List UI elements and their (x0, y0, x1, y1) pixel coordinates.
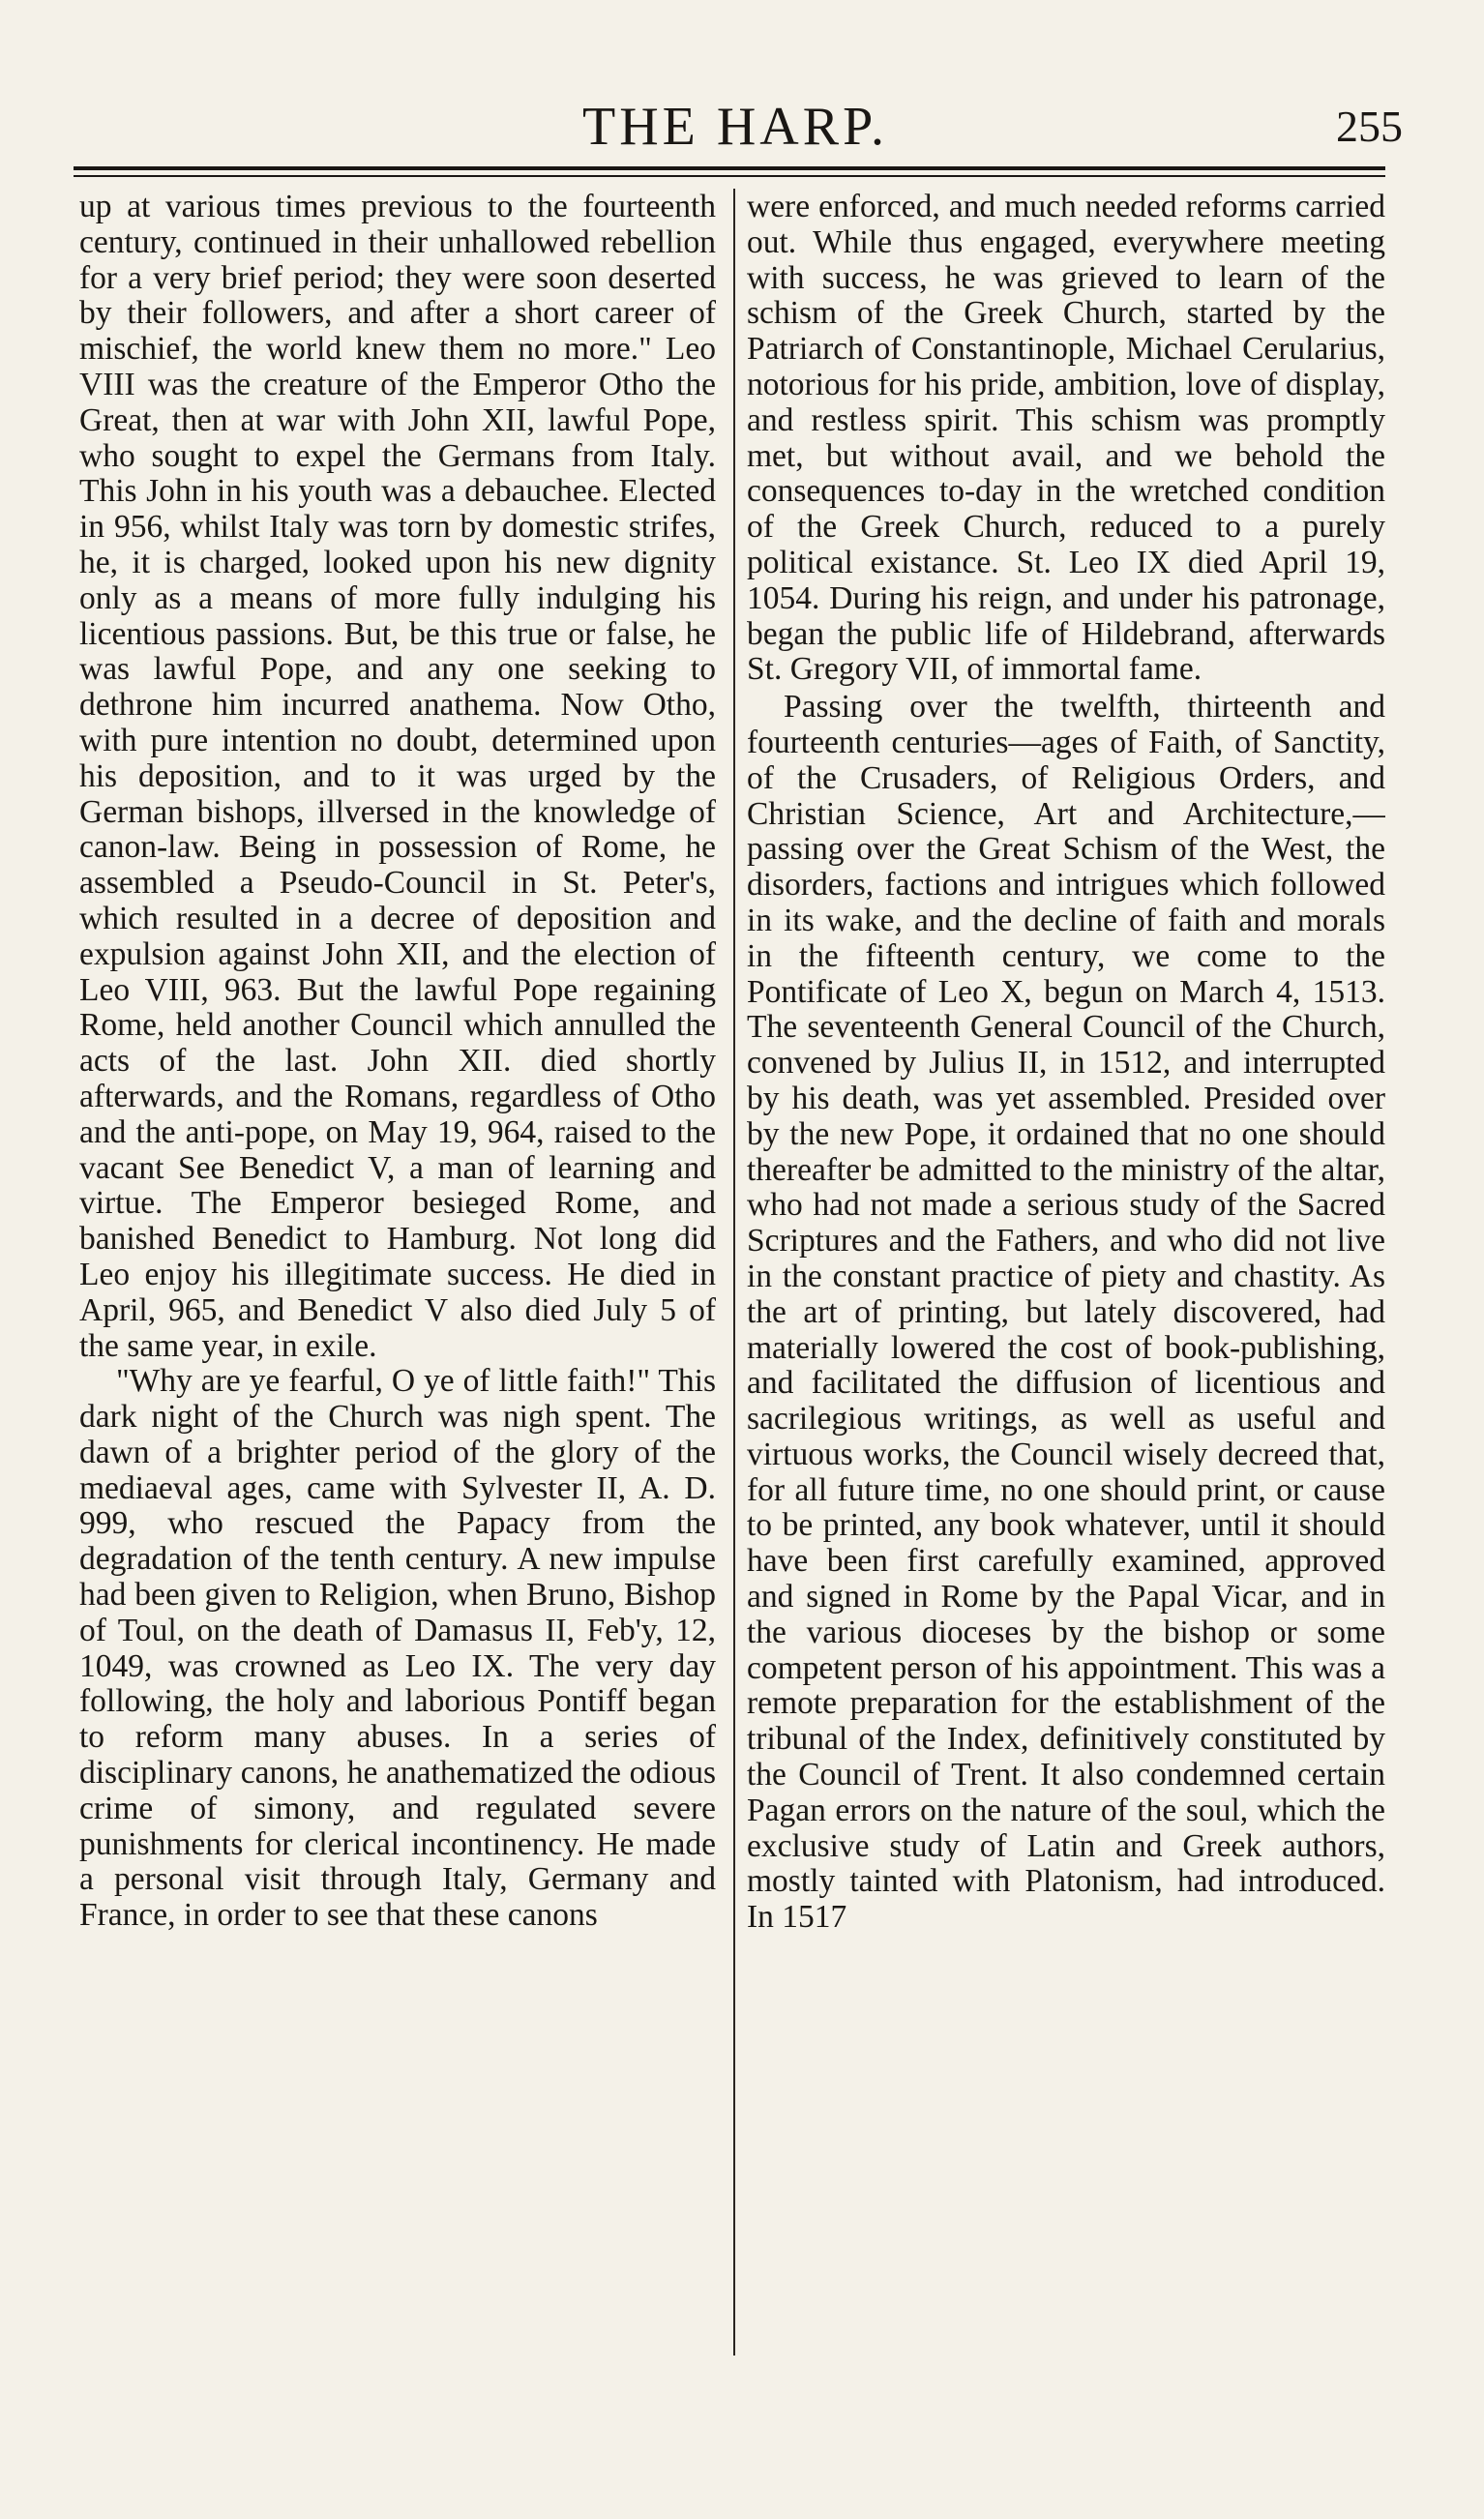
left-paragraph-2: "Why are ye fearful, O ye of little faith!" This dark night of the Church was nigh spent. The dawn of a brighter period of the glory of the mediaeval ages, came with Sylvester II, A. D. 999, who rescued the Papacy from the degradation of the tenth century. A new impulse had been given to Religion, when Bruno, Bishop of Toul, on the death of Damasus II, Feb'y, 12, 1049, was crowned as Leo IX. The very day following, the holy and laborious Pontiff began to reform many abuses. In a series of disciplinary canons, he anathematized the odious crime of simony, and regulated severe punishments for clerical incontinency. He made a personal visit through Italy, Germany and France, in order to see that these canons (79, 1363, 716, 1934)
header-rule-thick (74, 166, 1385, 170)
left-column (79, 190, 716, 1934)
left-paragraph-1: up at various times previous to the fourteenth century, continued in their unhallowed rebellion for a very brief period; they were soon deserted by their followers, and after a short career of mischief, the world knew them no more." Leo VIII was the creature of the Emperor Otho the Great, then at war with John XII, lawful Pope, who sought to expel the Germans from Italy. This John in his youth was a debauchee. Elected in 956, whilst Italy was torn by domestic strifes, he, it is charged, looked upon his new dignity only as a means of more fully indulging his licentious passions. But, be this true or false, he was lawful Pope, and any one seeking to dethrone him incurred anathema. Now Otho, with pure intention no doubt, determined upon his deposition, and to it was urged by the German bishops, illversed in the knowledge of canon-law. Being in possession of Rome, he assembled a Pseudo-Council in St. Peter's, which resulted in a decree of deposition and expulsion against John XII, and the election of Leo VIII, 963. But the lawful Pope regaining Rome, held another Council which annulled the acts of the last. John XII. died shortly afterwards, and the Romans, regardless of Otho and the anti-pope, on May 19, 964, raised to the vacant See Benedict V, a man of learning and virtue. The Emperor besieged Rome, and banished Benedict to Hamburg. Not long did Leo enjoy his illegitimate success. He died in April, 965, and Benedict V also died July 5 of the same year, in exile. (79, 190, 716, 1364)
right-paragraph-1: were enforced, and much needed reforms carried out. While thus engaged, everywhere meeting with success, he was grieved to learn of the schism of the Greek Church, started by the Patriarch of Constantinople, Michael Cerularius, notorious for his pride, ambition, love of display, and restless spirit. This schism was promptly met, but without avail, and we behold the consequences to-day in the wretched condition of the Greek Church, reduced to a purely political existance. St. Leo IX died April 19, 1054. During his reign, and under his patronage, began the public life of Hildebrand, afterwards St. Gregory VII, of immortal fame. (747, 190, 1385, 688)
column-divider (733, 189, 735, 2356)
page-header (68, 93, 1403, 161)
right-column (747, 190, 1385, 1936)
header-rule-thin (74, 175, 1385, 177)
right-paragraph-2: Passing over the twelfth, thirteenth and fourteenth centuries—ages of Faith, of Sanctity, of the Crusaders, of Religious Orders, and Christian Science, Art and Architecture,—passing over the Great Schism of the West, the disorders, factions and intrigues which followed in its wake, and the decline of faith and morals in the fifteenth century, we come to the Pontificate of Leo X, begun on March 4, 1513. The seventeenth General Council of the Church, convened by Julius II, in 1512, and interrupted by his death, was yet assembled. Presided over by the new Pope, it ordained that no one should thereafter be admitted to the ministry of the altar, who had not made a serious study of the Sacred Scriptures and the Fathers, and who did not live in the constant practice of piety and chastity. As the art of printing, but lately discovered, had materially lowered the cost of book-publishing, and facilitated the diffusion of licentious and sacrilegious writings, as well as useful and virtuous works, the Council wisely decreed that, for all future time, no one should print, or cause to be printed, any book whatever, until it should have been first carefully examined, approved and signed in Rome by the Papal Vicar, and in the various dioceses by the bishop or some competent person of his appointment. This was a remote preparation for the establishment of the tribunal of the Index, definitively constituted by the Council of Trent. It also condemned certain Pagan errors on the nature of the soul, which the exclusive study of Latin and Greek authors, mostly tainted with Platonism, had introduced. In 1517 (747, 689, 1385, 1936)
page-number: 255 (1336, 102, 1403, 151)
running-title: THE HARP. (581, 97, 889, 157)
